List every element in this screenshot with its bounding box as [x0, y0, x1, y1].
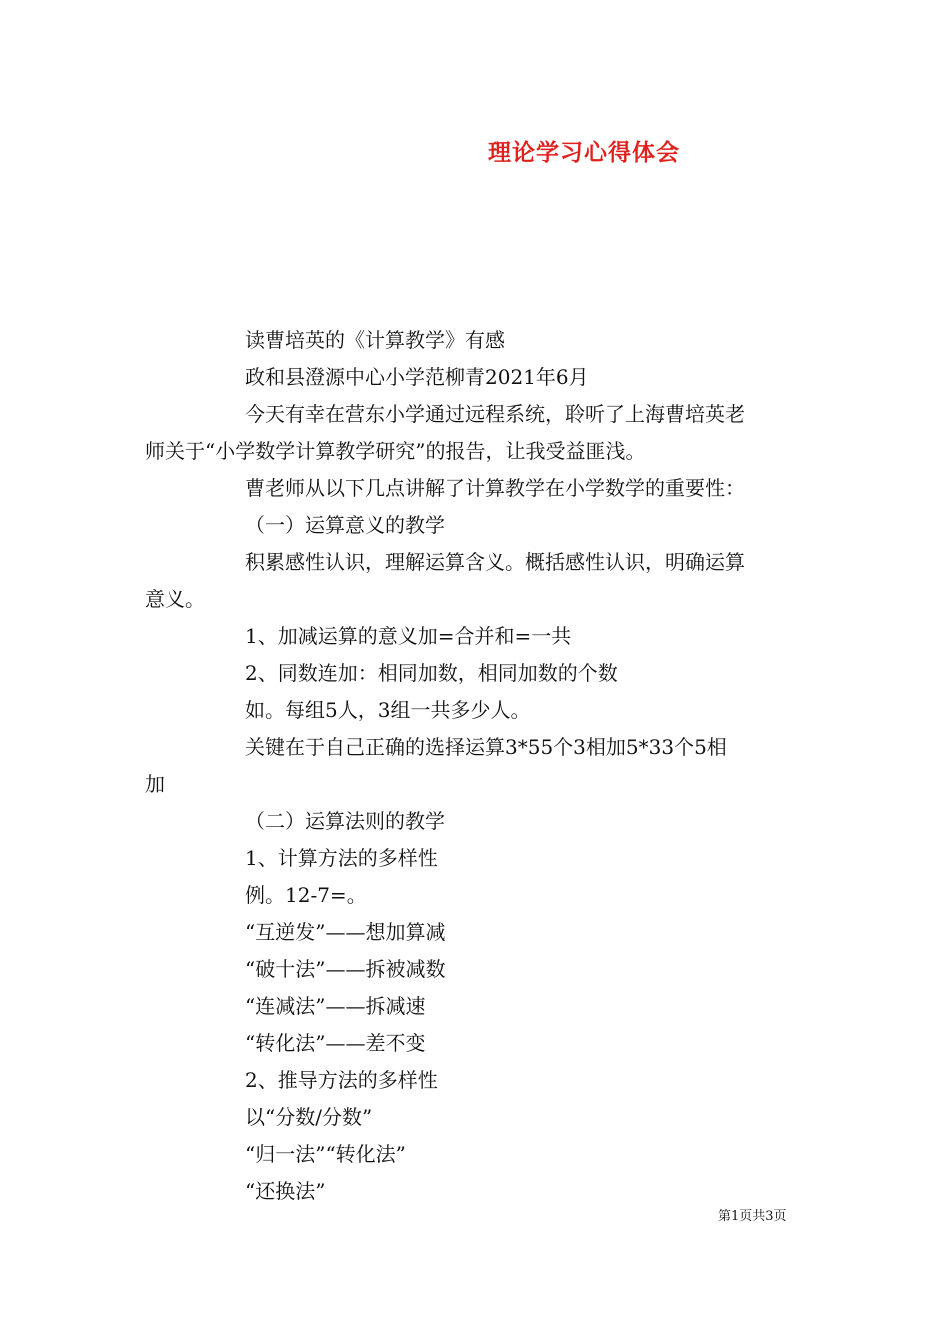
text-line: 加: [145, 772, 165, 796]
text-line: （一）运算意义的教学: [245, 513, 445, 537]
text-line: 政和县澄源中心小学范柳青2021年6月: [245, 365, 589, 389]
text-line: 意义。: [145, 587, 205, 611]
document-body: [145, 322, 810, 1210]
text-line: 关键在于自己正确的选择运算3*55个3相加5*33个5相: [245, 735, 727, 759]
text-line: 1、加减运算的意义加=合并和=一共: [245, 624, 572, 648]
text-line: （二）运算法则的教学: [245, 809, 445, 833]
text-line: 2、同数连加：相同加数，相同加数的个数: [245, 661, 618, 685]
text-line: 读曹培英的《计算教学》有感: [245, 328, 505, 352]
text-line: 2、推导方法的多样性: [245, 1068, 438, 1092]
text-line: “连减法”——拆减速: [245, 994, 426, 1018]
text-line: 1、计算方法的多样性: [245, 846, 438, 870]
page-footer: 第1页共3页: [718, 1209, 787, 1224]
text-line: 今天有幸在营东小学通过远程系统，聆听了上海曹培英老: [245, 402, 745, 426]
text-line: “破十法”——拆被减数: [245, 957, 446, 981]
text-line: 曹老师从以下几点讲解了计算教学在小学数学的重要性：: [245, 476, 745, 500]
text-line: 积累感性认识，理解运算含义。概括感性认识，明确运算: [245, 550, 745, 574]
text-line: “转化法”——差不变: [245, 1031, 426, 1055]
text-line: “互逆发”——想加算减: [245, 920, 446, 944]
text-line: “归一法”“转化法”: [245, 1142, 406, 1166]
text-line: “还换法”: [245, 1179, 326, 1203]
document-title: 理论学习心得体会: [488, 139, 680, 166]
text-line: 如。每组5人，3组一共多少人。: [245, 698, 531, 722]
text-line: 师关于“小学数学计算教学研究”的报告，让我受益匪浅。: [145, 439, 646, 463]
text-line: 以“分数/分数”: [245, 1105, 373, 1129]
text-line: 例。12-7=。: [245, 883, 367, 907]
